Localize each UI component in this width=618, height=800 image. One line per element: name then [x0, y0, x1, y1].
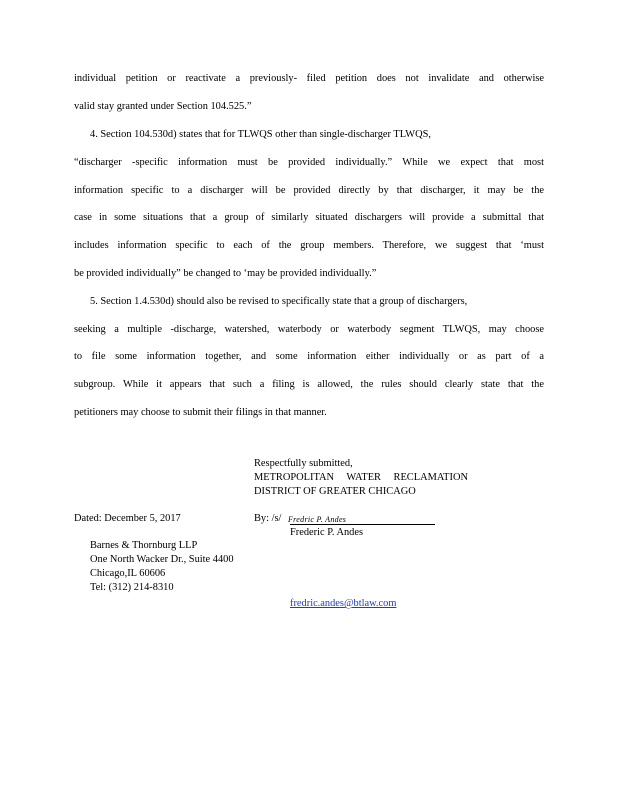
electronic-signature: Fredric P. Andes	[288, 515, 347, 524]
body-line-13: petitioners may choose to submit their filings in that manner.	[74, 407, 327, 418]
by-label: By: /s/	[254, 513, 282, 524]
body-line-9: 5. Section 1.4.530d) should also be revised to specifically state that a group of dischargers,	[90, 296, 468, 307]
body-line-5: information specific to a discharger will be provided directly by that discharger, it may be the	[74, 185, 544, 196]
city-state-zip: Chicago,IL 60606	[90, 568, 166, 579]
closing-text: Respectfully submitted,	[254, 458, 353, 469]
telephone: Tel: (312) 214-8310	[90, 582, 174, 593]
body-line-4: “discharger -specific information must be provided individually.” While we expect that most	[74, 157, 544, 168]
street-address: One North Wacker Dr., Suite 4400	[90, 554, 234, 565]
email-link[interactable]: fredric.andes@btlaw.com	[290, 598, 397, 609]
body-line-11: to file some information together, and some information either individually or as part of a	[74, 351, 544, 362]
body-line-3: 4. Section 104.530d) states that for TLWQS other than single-discharger TLWQS,	[90, 129, 431, 140]
body-line-7: includes information specific to each of the group members. Therefore, we suggest that ‘must	[74, 240, 544, 251]
body-line-10: seeking a multiple -discharge, watershed, waterbody or waterbody segment TLWQS, may choose	[74, 324, 544, 335]
signature-underline	[290, 524, 435, 525]
body-line-8: be provided individually” be changed to ‘may be provided individually.”	[74, 268, 377, 279]
body-line-6: case in some situations that a group of similarly situated dischargers will provide a submittal that	[74, 212, 544, 223]
body-line-1: individual petition or reactivate a previously- filed petition does not invalidate and otherwise	[74, 73, 544, 84]
org-name-line-2: DISTRICT OF GREATER CHICAGO	[254, 486, 416, 497]
org-name-line-1: METROPOLITAN WATER RECLAMATION	[254, 472, 468, 483]
body-line-2: valid stay granted under Section 104.525.”	[74, 101, 252, 112]
firm-name: Barnes & Thornburg LLP	[90, 540, 198, 551]
printed-name: Frederic P. Andes	[290, 527, 364, 538]
body-line-12: subgroup. While it appears that such a filing is allowed, the rules should clearly state that the	[74, 379, 544, 390]
dated-line: Dated: December 5, 2017	[74, 513, 181, 524]
